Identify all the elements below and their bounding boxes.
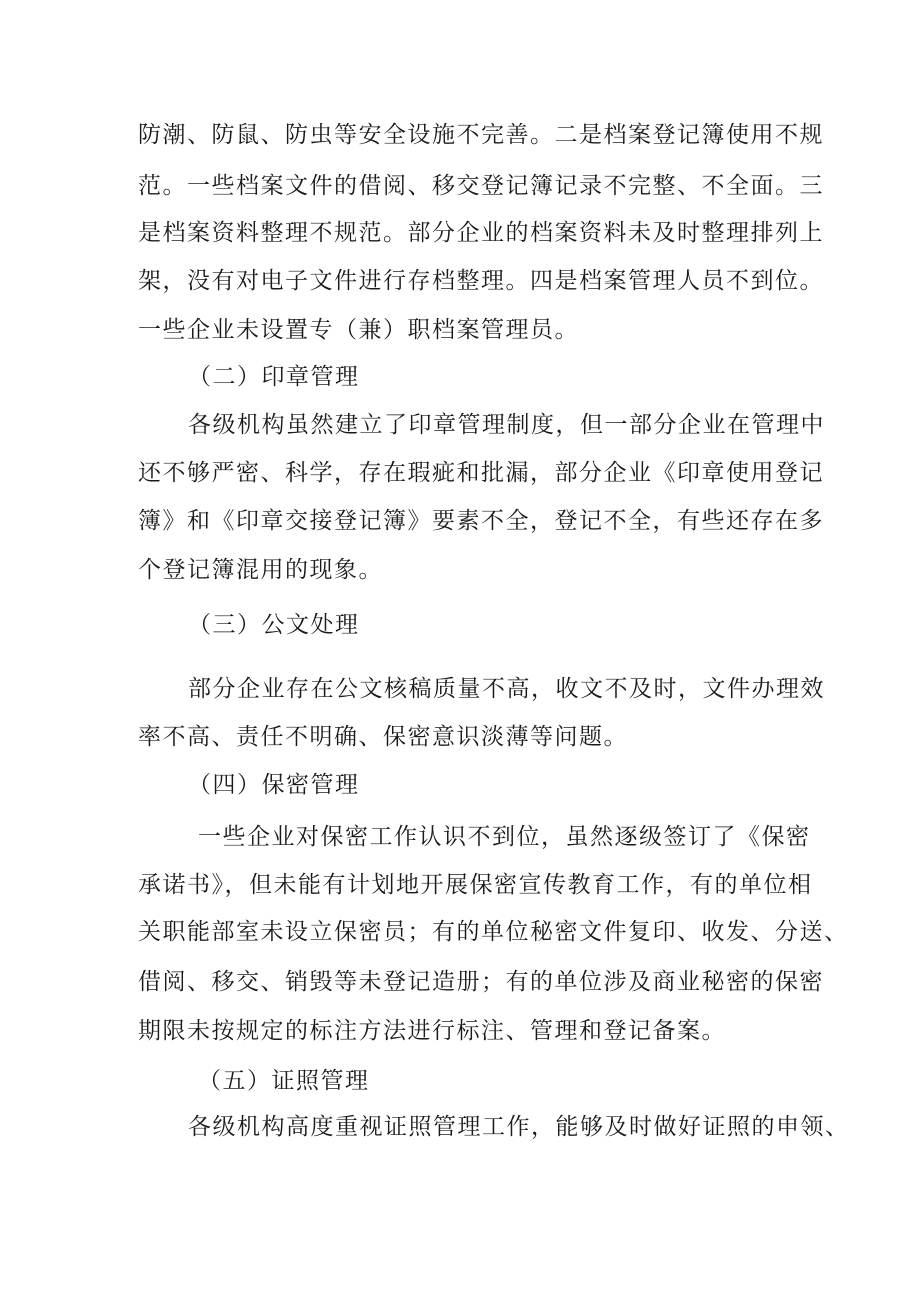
paragraph-line: 簿》和《印章交接登记簿》要素不全，登记不全，有些还存在多 [138, 508, 824, 534]
paragraph-line: 部分企业存在公文核稿质量不高，收文不及时，文件办理效 [188, 676, 825, 702]
paragraph-line: 防潮、防鼠、防虫等安全设施不完善。二是档案登记簿使用不规 [138, 122, 824, 148]
paragraph-line: 一些企业对保密工作认识不到位，虽然逐级签订了《保密 [198, 824, 811, 850]
paragraph-line: 关职能部室未设立保密员；有的单位秘密文件复印、收发、分送、 [138, 919, 849, 945]
paragraph-line: 是档案资料整理不规范。部分企业的档案资料未及时整理排列上 [138, 220, 824, 246]
section-heading: （二）印章管理 [188, 364, 360, 390]
section-heading: （五）证照管理 [198, 1068, 370, 1094]
paragraph-line: 还不够严密、科学，存在瑕疵和批漏，部分企业《印章使用登记 [138, 460, 824, 486]
paragraph-line: 承诺书》，但未能有计划地开展保密宣传教育工作，有的单位相 [138, 872, 813, 898]
paragraph-line: 各级机构高度重视证照管理工作，能够及时做好证照的申领、 [188, 1114, 850, 1140]
paragraph-line: 借阅、移交、销毁等未登记造册；有的单位涉及商业秘密的保密 [138, 969, 824, 995]
paragraph-line: 架，没有对电子文件进行存档整理。四是档案管理人员不到位。 [138, 268, 824, 294]
paragraph-line: 范。一些档案文件的借阅、移交登记簿记录不完整、不全面。三 [138, 173, 824, 199]
section-heading: （三）公文处理 [188, 612, 360, 638]
paragraph-line: 一些企业未设置专（兼）职档案管理员。 [138, 317, 579, 343]
paragraph-line: 个登记簿混用的现象。 [138, 557, 383, 583]
section-heading: （四）保密管理 [188, 772, 360, 798]
paragraph-line: 各级机构虽然建立了印章管理制度，但一部分企业在管理中 [188, 412, 825, 438]
paragraph-line: 期限未按规定的标注方法进行标注、管理和登记备案。 [138, 1018, 726, 1044]
paragraph-line: 率不高、责任不明确、保密意识淡薄等问题。 [138, 724, 628, 750]
